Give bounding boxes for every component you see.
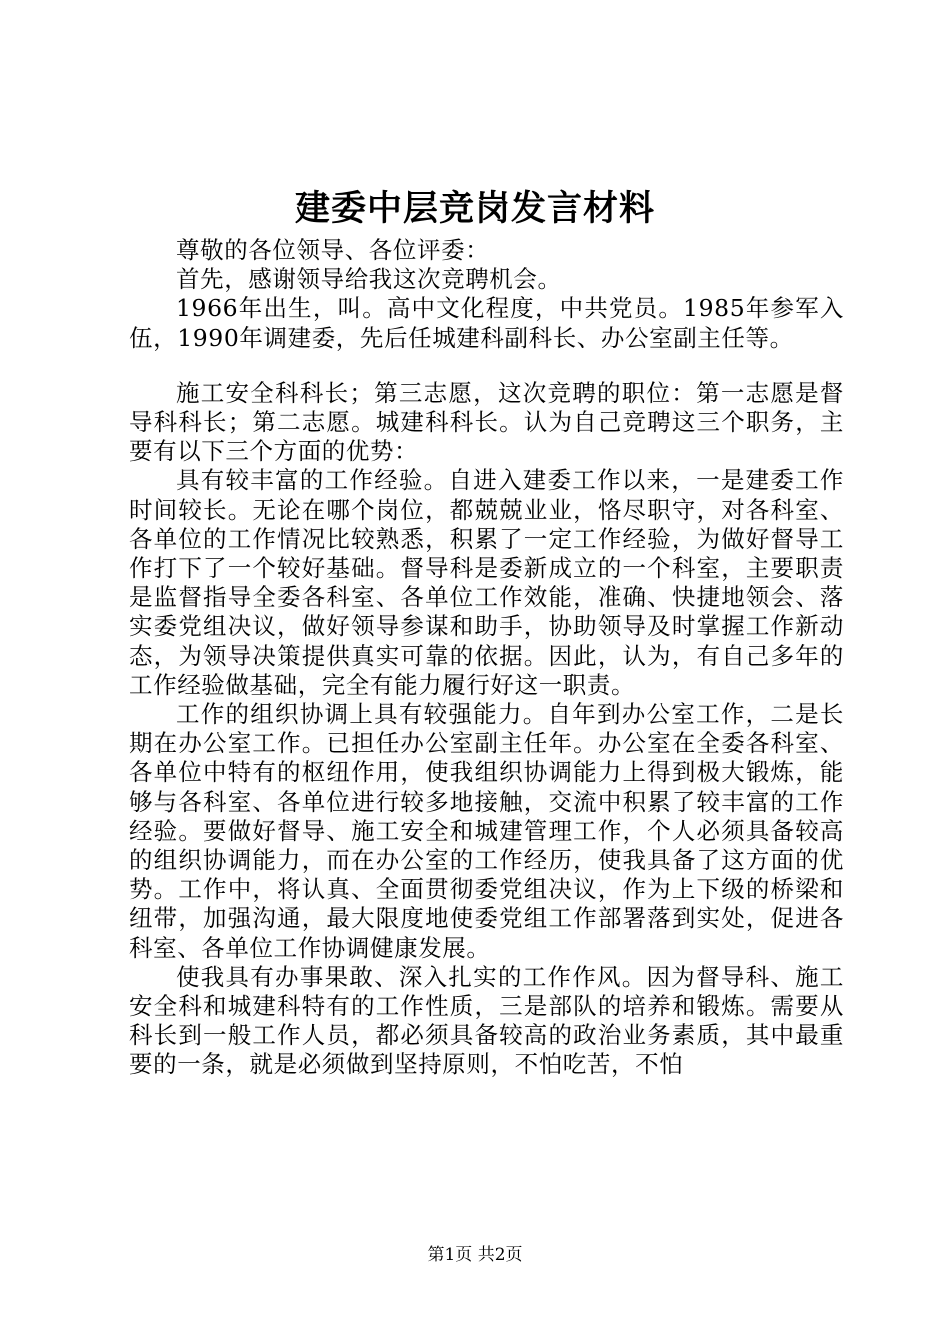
background-paragraph: 1966年出生，叫。高中文化程度，中共党员。1985年参军入伍，1990年调建委，先后任城建科副科长、办公室副主任等。: [129, 294, 844, 352]
position-paragraph: 施工安全科科长；第三志愿，这次竞聘的职位：第一志愿是督导科科长；第二志愿。城建科科长。认为自己竞聘这三个职务，主要有以下三个方面的优势：: [129, 378, 844, 466]
coordination-paragraph: 工作的组织协调上具有较强能力。自年到办公室工作，二是长期在办公室工作。已担任办公室副主任年。办公室在全委各科室、各单位中特有的枢纽作用，使我组织协调能力上得到极大锻炼，能够与各科室、各单位进行较多地接触，交流中积累了较丰富的工作经验。要做好督导、施工安全和城建管理工作，个人必须具备较高的组织协调能力，而在办公室的工作经历，使我具备了这方面的优势。工作中，将认真、全面贯彻委党组决议，作为上下级的桥梁和纽带，加强沟通，最大限度地使委党组工作部署落到实处，促进各科室、各单位工作协调健康发展。: [129, 700, 844, 962]
experience-paragraph: 具有较丰富的工作经验。自进入建委工作以来，一是建委工作时间较长。无论在哪个岗位，都兢兢业业，恪尽职守，对各科室、各单位的工作情况比较熟悉，积累了一定工作经验，为做好督导工作打下了一个较好基础。督导科是委新成立的一个科室，主要职责是监督指导全委各科室、各单位工作效能，准确、快捷地领会、落实委党组决议，做好领导参谋和助手，协助领导及时掌握工作新动态，为领导决策提供真实可靠的依据。因此，认为，有自己多年的工作经验做基础，完全有能力履行好这一职责。: [129, 466, 844, 699]
thanks-paragraph: 首先，感谢领导给我这次竞聘机会。: [176, 265, 562, 294]
salutation-paragraph: 尊敬的各位领导、各位评委：: [176, 236, 490, 264]
document-body: [129, 236, 844, 1080]
document-title: 建委中层竞岗发言材料: [294, 188, 655, 229]
work-style-paragraph: 使我具有办事果敢、深入扎实的工作作风。因为督导科、施工安全科和城建科特有的工作性质，三是部队的培养和锻炼。需要从科长到一般工作人员，都必须具备较高的政治业务素质，其中最重要的一条，就是必须做到坚持原则，不怕吃苦，不怕: [129, 962, 844, 1079]
page-footer: 第1页 共2页: [427, 1245, 523, 1265]
